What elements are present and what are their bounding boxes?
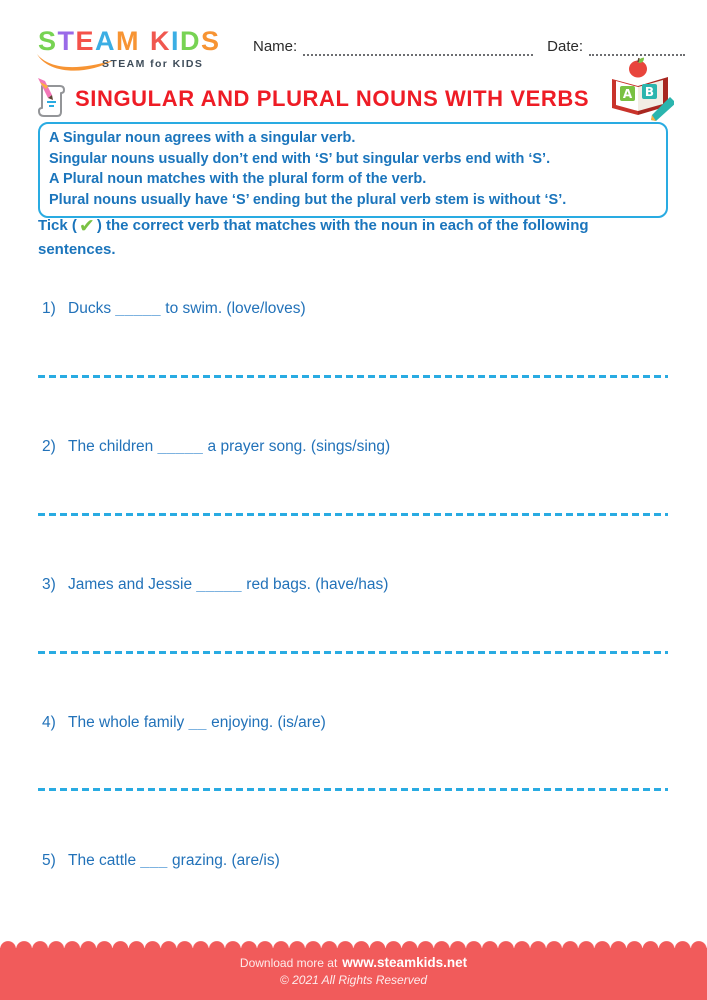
- question-text: The children: [68, 438, 158, 455]
- instruction-post: ) the correct verb that matches with the noun in each of the following: [96, 217, 589, 234]
- question-number: 5): [42, 852, 56, 869]
- footer-download-text: [0, 955, 707, 970]
- footer-download-label: Download more at: [239, 956, 338, 970]
- question-number: 4): [42, 714, 56, 731]
- question-number: 3): [42, 576, 56, 593]
- logo-letter: S: [38, 26, 58, 56]
- answer-blank[interactable]: ___: [140, 852, 168, 869]
- answer-write-line[interactable]: [38, 375, 668, 378]
- question-text: grazing. (are/is): [167, 852, 280, 869]
- logo-tagline: STEAM for KIDS: [102, 58, 204, 70]
- steamkids-logo: [38, 26, 248, 72]
- logo-letter: S: [201, 26, 221, 56]
- question-4: [42, 714, 672, 732]
- footer-website-link[interactable]: www.steamkids.net: [342, 955, 468, 970]
- question-1: [42, 300, 672, 318]
- logo-letter: M: [116, 26, 141, 56]
- footer: [0, 948, 707, 1000]
- svg-text:A: A: [622, 87, 633, 101]
- question-text: a prayer song. (sings/sing): [203, 438, 391, 455]
- answer-write-line[interactable]: [38, 788, 668, 791]
- answer-write-line[interactable]: [38, 651, 668, 654]
- footer-copyright: © 2021 All Rights Reserved: [279, 973, 428, 987]
- page-title: SINGULAR AND PLURAL NOUNS WITH VERBS: [75, 86, 590, 111]
- question-text: James and Jessie: [68, 576, 197, 593]
- name-label: Name:: [253, 38, 298, 55]
- question-text: The cattle: [68, 852, 141, 869]
- name-date-row: [253, 38, 685, 56]
- question-text: Ducks: [68, 300, 116, 317]
- question-number: 2): [42, 438, 56, 455]
- question-text: enjoying. (is/are): [206, 714, 326, 731]
- rules-info-box: [38, 122, 668, 218]
- logo-letter: A: [95, 26, 117, 56]
- answer-blank[interactable]: _____: [196, 576, 242, 593]
- question-text: red bags. (have/has): [241, 576, 389, 593]
- book-apple-icon: [608, 57, 674, 123]
- question-text: The whole family: [68, 714, 189, 731]
- question-number: 1): [42, 300, 56, 317]
- logo-letter: D: [180, 26, 202, 56]
- answer-blank[interactable]: _____: [115, 300, 161, 317]
- instruction-line2: sentences.: [38, 241, 116, 258]
- question-3: [42, 576, 672, 594]
- answer-blank[interactable]: _____: [157, 438, 204, 455]
- date-field[interactable]: [589, 41, 685, 56]
- pencil-scroll-icon: [36, 78, 66, 120]
- tick-icon: ✔: [78, 216, 95, 237]
- rule-line: A Plural noun matches with the plural form of the verb.: [49, 171, 427, 187]
- rule-line: Plural nouns usually have ‘S’ ending but the plural verb stem is without ‘S’.: [49, 191, 567, 208]
- answer-blank[interactable]: __: [188, 714, 207, 731]
- logo-letter: K: [150, 26, 172, 56]
- logo-letter: E: [75, 26, 96, 56]
- logo-letter: I: [171, 26, 181, 56]
- rule-line: A Singular noun agrees with a singular verb.: [49, 130, 356, 146]
- date-label: Date:: [547, 38, 583, 55]
- instruction-text: [38, 214, 686, 261]
- answer-write-line[interactable]: [38, 513, 668, 516]
- svg-text:B: B: [644, 85, 655, 99]
- question-2: [42, 438, 672, 456]
- name-field[interactable]: [303, 41, 533, 56]
- rule-line: Singular nouns usually don’t end with ‘S’ but singular verbs end with ‘S’.: [49, 150, 551, 167]
- question-text: to swim. (love/loves): [160, 300, 306, 317]
- logo-letter: T: [57, 26, 76, 56]
- instruction-pre: Tick (: [38, 217, 77, 234]
- title-row: [36, 76, 684, 122]
- question-5: [42, 852, 672, 870]
